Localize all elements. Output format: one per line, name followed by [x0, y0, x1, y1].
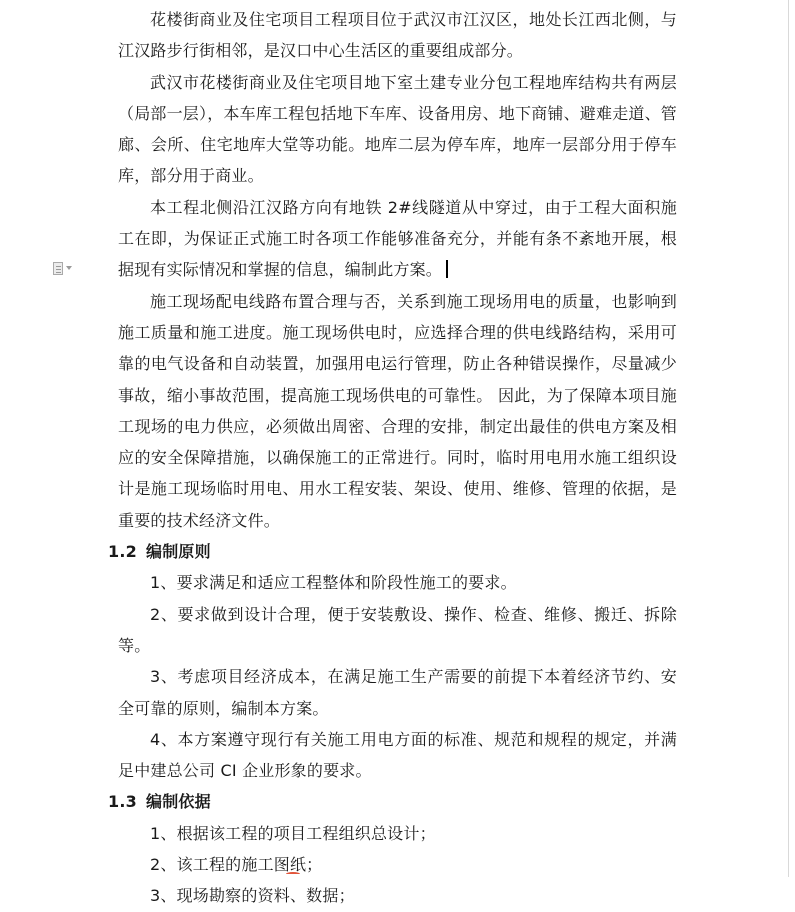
page-edge [788, 0, 789, 877]
section-title: 编制原则 [146, 542, 211, 562]
paragraph-purpose-text: 本工程北侧沿江汉路方向有地铁 2#线隧道从中穿过，由于工程大面积施工在即，为保证正式施工时各项工作能够准备充分，并能有条不紊地开展，根据现有实际情况和掌握的信息，编制此方案。 [118, 197, 677, 280]
paragraph-location: 花楼街商业及住宅项目工程项目位于武汉市江汉区，地处长江西北侧，与江汉路步行街相邻，是汉口中心生活区的重要组成部分。 [118, 10, 677, 61]
list-item: 4、本方案遵守现行有关施工用电方面的标准、规范和规程的规定，并满足中建总公司 CI 企业形象的要求。 [118, 729, 677, 781]
chevron-down-icon [66, 266, 72, 270]
ink-mark [286, 872, 300, 876]
list-item: 3、考虑项目经济成本，在满足施工生产需要的前提下本着经济节约、安全可靠的原则，编制本方案。 [118, 667, 677, 718]
paragraph-structure: 武汉市花楼街商业及住宅项目地下室土建专业分包工程地库结构共有两层（局部一层），本车库工程包括地下车库、设备用房、地下商铺、避难走道、管廊、会所、住宅地库大堂等功能。地库二层为停车库，地库一层部分用于停车库，部分用于商业。 [118, 72, 678, 186]
paragraph-options-button[interactable] [53, 260, 77, 276]
section-title: 编制依据 [146, 792, 211, 812]
list-item: 1、要求满足和适应工程整体和阶段性施工的要求。 [150, 573, 517, 593]
paragraph-purpose [118, 192, 677, 286]
section-heading-1-3 [108, 786, 677, 817]
document-icon [53, 262, 63, 275]
text-cursor [446, 260, 448, 278]
paragraph-power-supply: 施工现场配电线路布置合理与否，关系到施工现场用电的质量，也影响到施工质量和施工进度。施工现场供电时，应选择合理的供电线路结构，采用可靠的电气设备和自动装置，加强用电运行管理，防止各种错误操作，尽量减少事故，缩小事故范围，提高施工现场供电的可靠性。 因此，为了保障本项目施工现场的电力供应，必须做出周密、合理的安排，制定出最佳的供电方案及相应的安全保障措施，以确保施工的正常进行。同时，临时用电用水施工组织设计是施工现场临时用电、用水工程安装、架设、使用、维修、管理的依据，是重要的技术经济文件。 [118, 291, 677, 530]
list-item: 2、该工程的施工图纸； [150, 855, 323, 875]
document-body[interactable] [108, 4, 678, 912]
list-item: 1、根据该工程的项目工程组织总设计； [150, 823, 436, 843]
section-number: 1.2 [108, 542, 137, 562]
section-heading-1-2 [108, 536, 677, 567]
section-number: 1.3 [108, 792, 137, 812]
list-item: 2、要求做到设计合理，便于安装敷设、操作、检查、维修、搬迁、拆除等。 [118, 604, 677, 655]
list-item: 3、现场勘察的资料、数据； [150, 886, 355, 906]
